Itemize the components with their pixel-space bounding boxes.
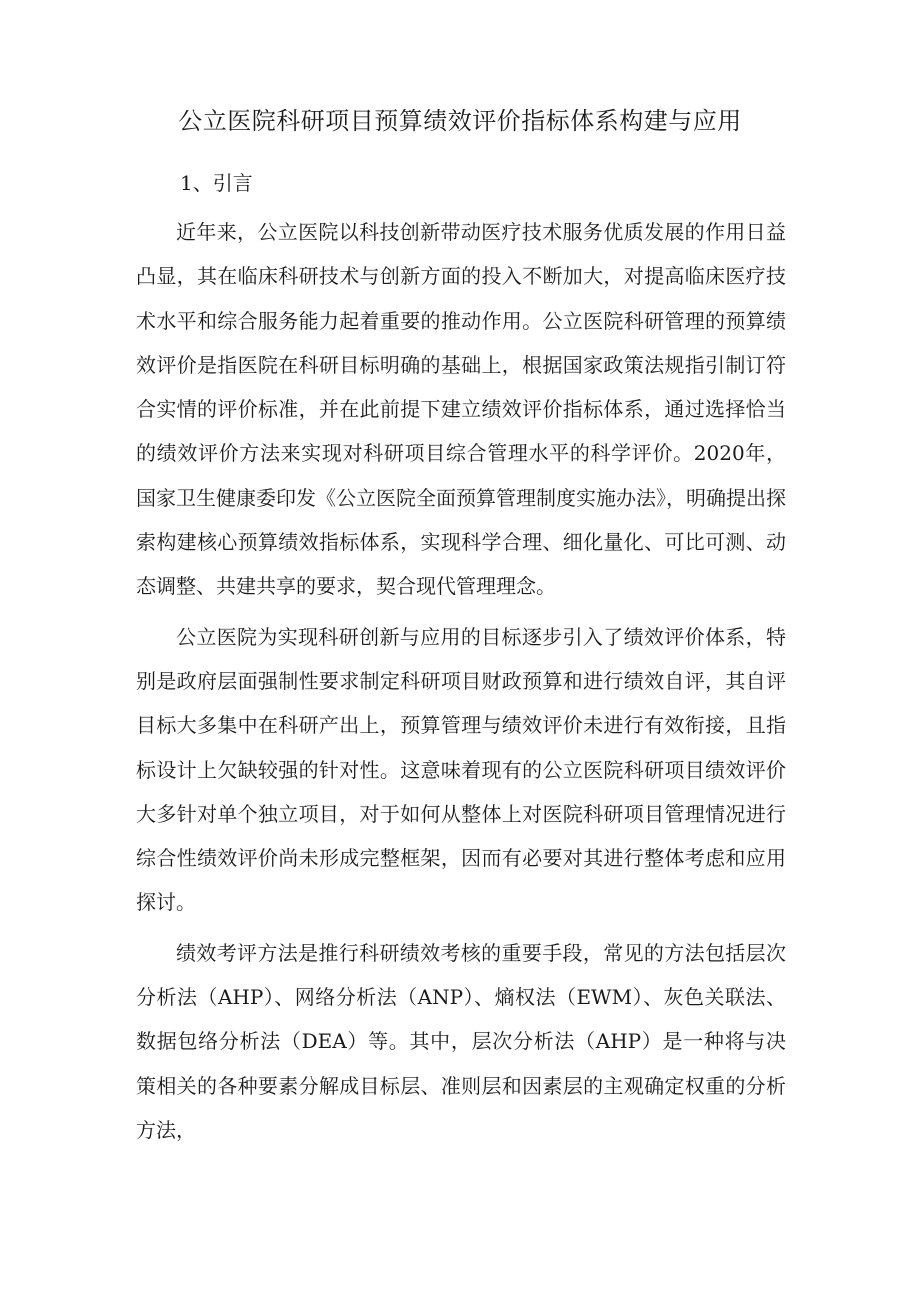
document-title: 公立医院科研项目预算绩效评价指标体系构建与应用 — [178, 107, 742, 135]
paragraph-introduction: 近年来，公立医院以科技创新带动医疗技术服务优质发展的作用日益凸显，其在临床科研技术与创新方面的投入不断加大，对提高临床医疗技术水平和综合服务能力起着重要的推动作用。公立医院科研管理的预算绩效评价是指医院在科研目标明确的基础上，根据国家政策法规指引制订符合实情的评价标准，并在此前提下建立绩效评价指标体系，通过选择恰当的绩效评价方法来实现对科研项目综合管理水平的科学评价。2020年，国家卫生健康委印发《公立医院全面预算管理制度实施办法》，明确提出探索构建核心预算绩效指标体系，实现科学合理、细化量化、可比可测、动态调整、共建共享的要求，契合现代管理理念。 — [136, 220, 786, 599]
document-body — [136, 210, 786, 1158]
paragraph-performance-system: 公立医院为实现科研创新与应用的目标逐步引入了绩效评价体系，特别是政府层面强制性要求制定科研项目财政预算和进行绩效自评，其自评目标大多集中在科研产出上，预算管理与绩效评价未进行有效衔接，且指标设计上欠缺较强的针对性。这意味着现有的公立医院科研项目绩效评价大多针对单个独立项目，对于如何从整体上对医院科研项目管理情况进行综合性绩效评价尚未形成完整框架，因而有必要对其进行整体考虑和应用探讨。 — [136, 624, 786, 915]
paragraph-evaluation-methods: 绩效考评方法是推行科研绩效考核的重要手段，常见的方法包括层次分析法（AHP）、网络分析法（ANP）、熵权法（EWM）、灰色关联法、数据包络分析法（DEA）等。其中，层次分析法（AHP）是一种将与决策相关的各种要素分解成目标层、准则层和因素层的主观确定权重的分析方法， — [136, 940, 786, 1142]
section-heading: 1、引言 — [180, 171, 253, 195]
